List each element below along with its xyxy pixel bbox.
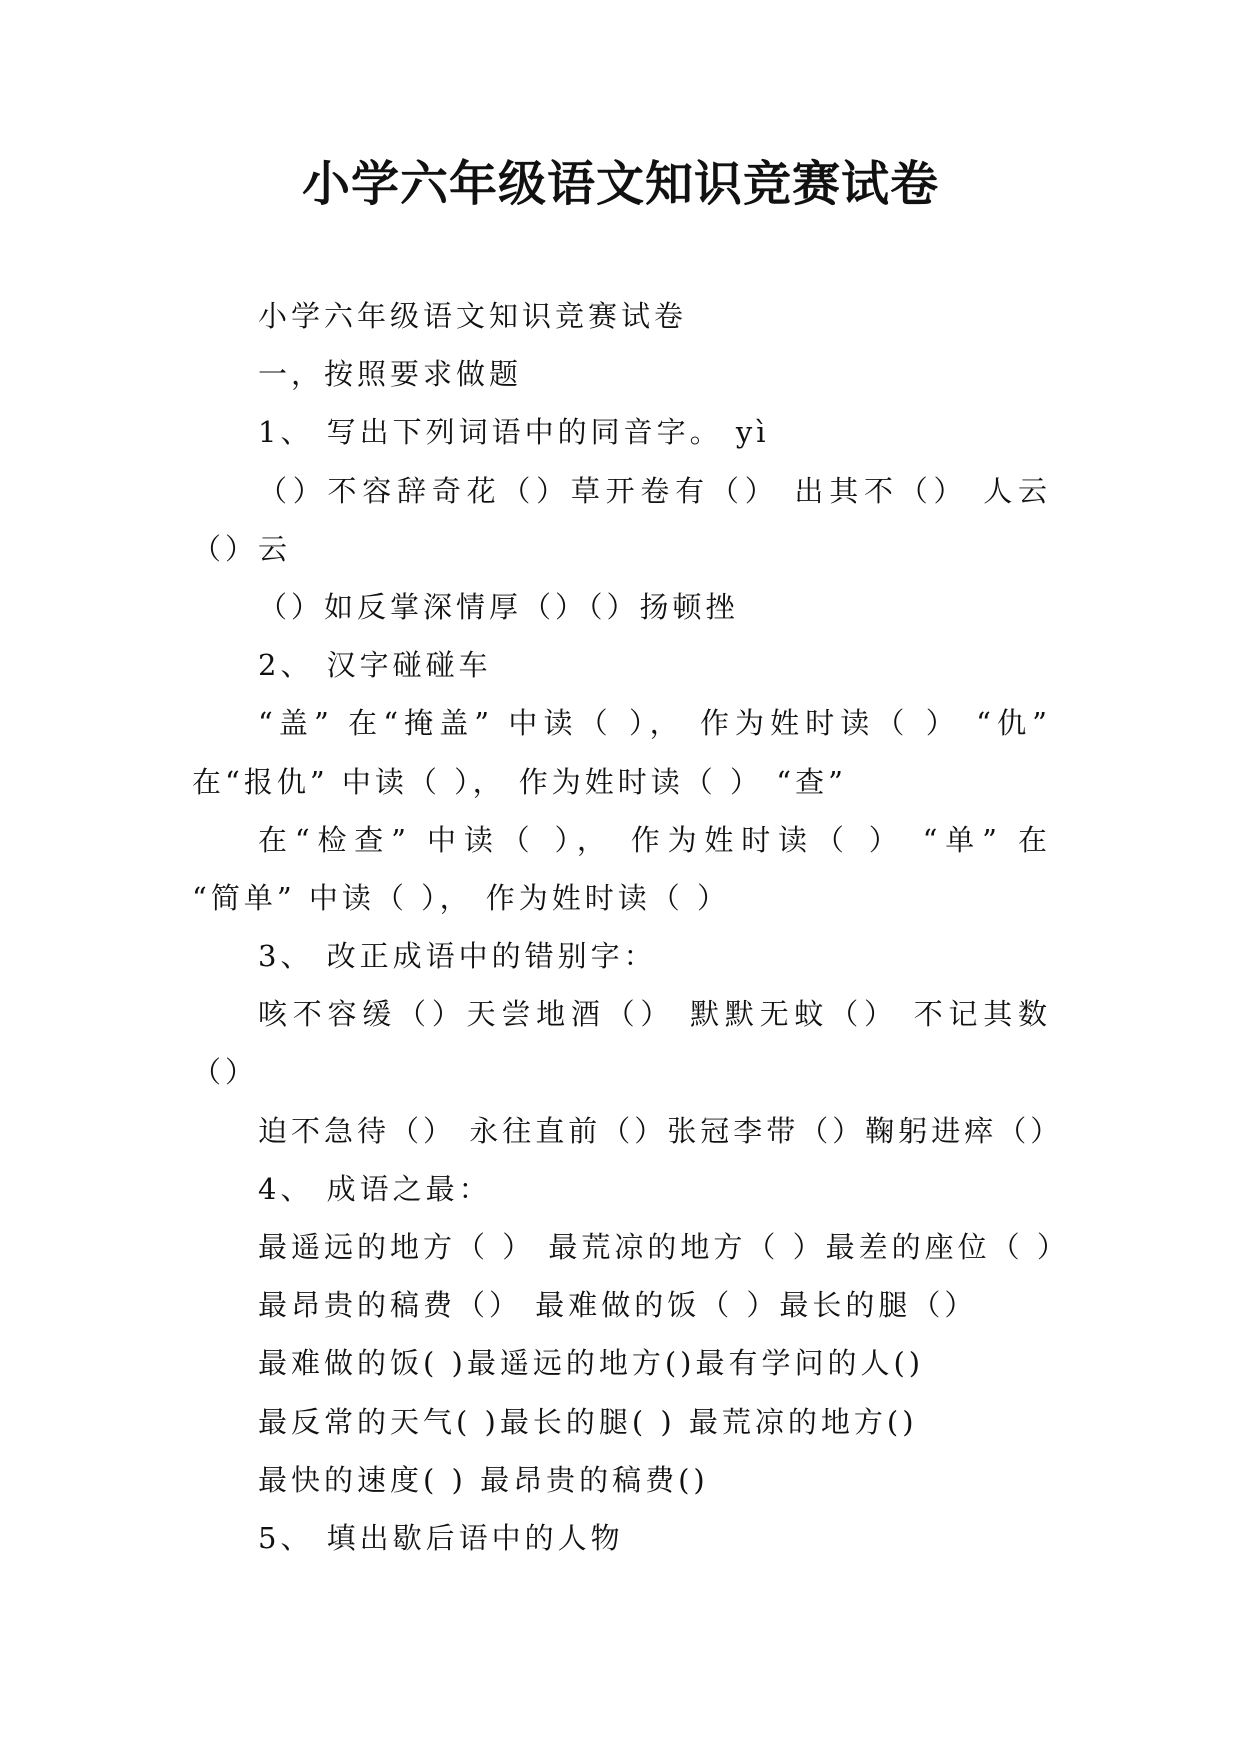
question-2-line: “盖” 在“掩盖” 中读（ ）， 作为姓时读（ ） “仇” (258, 706, 1051, 741)
question-2-heading: 2、 汉字碰碰车 (258, 648, 492, 683)
body-title-line: 小学六年级语文知识竞赛试卷 (258, 299, 688, 333)
question-4-line: 最昂贵的稿费（） 最难做的饭（ ）最长的腿（） (258, 1288, 978, 1323)
question-1-line: （）不容辞奇花（）草开卷有（） 出其不（） 人云 (258, 473, 1051, 508)
question-3-line: 迫不急待（） 永往直前（）张冠李带（）鞠躬进瘁（） (258, 1113, 1064, 1148)
question-4-line: 最遥远的地方（ ） 最荒凉的地方（ ）最差的座位（ ） (258, 1230, 1070, 1264)
question-3-line: （） (192, 1055, 259, 1090)
question-3-line: 咳不容缓（）天尝地酒（） 默默无蚊（） 不记其数 (258, 997, 1051, 1032)
question-2-line: 在“检查” 中读（ ）， 作为姓时读（ ） “单” 在 (258, 822, 1051, 857)
document-body (192, 287, 1070, 1567)
question-1-heading: 1、 写出下列词语中的同音字。 yì (258, 415, 770, 450)
question-1-line: （）云 (192, 531, 292, 566)
question-2-line: “简单” 中读（ ）， 作为姓时读（ ） (192, 880, 731, 915)
question-2-line: 在“报仇” 中读（ ）， 作为姓时读（ ） “查” (192, 764, 847, 799)
question-4-line: 最难做的饭( )最遥远的地方()最有学问的人() (258, 1346, 925, 1381)
question-1-line: （）如反掌深情厚（）（）扬顿挫 (258, 589, 739, 624)
question-4-line: 最快的速度( ) 最昂贵的稿费() (258, 1462, 709, 1497)
document-title: 小学六年级语文知识竞赛试卷 (301, 156, 939, 212)
question-4-heading: 4、 成语之最： (258, 1171, 492, 1206)
question-4-line: 最反常的天气( )最长的腿( ) 最荒凉的地方() (258, 1404, 918, 1439)
question-3-heading: 3、 改正成语中的错别字： (258, 939, 657, 974)
section-heading: 一，按照要求做题 (258, 357, 523, 392)
question-5-heading: 5、 填出歇后语中的人物 (258, 1520, 624, 1555)
